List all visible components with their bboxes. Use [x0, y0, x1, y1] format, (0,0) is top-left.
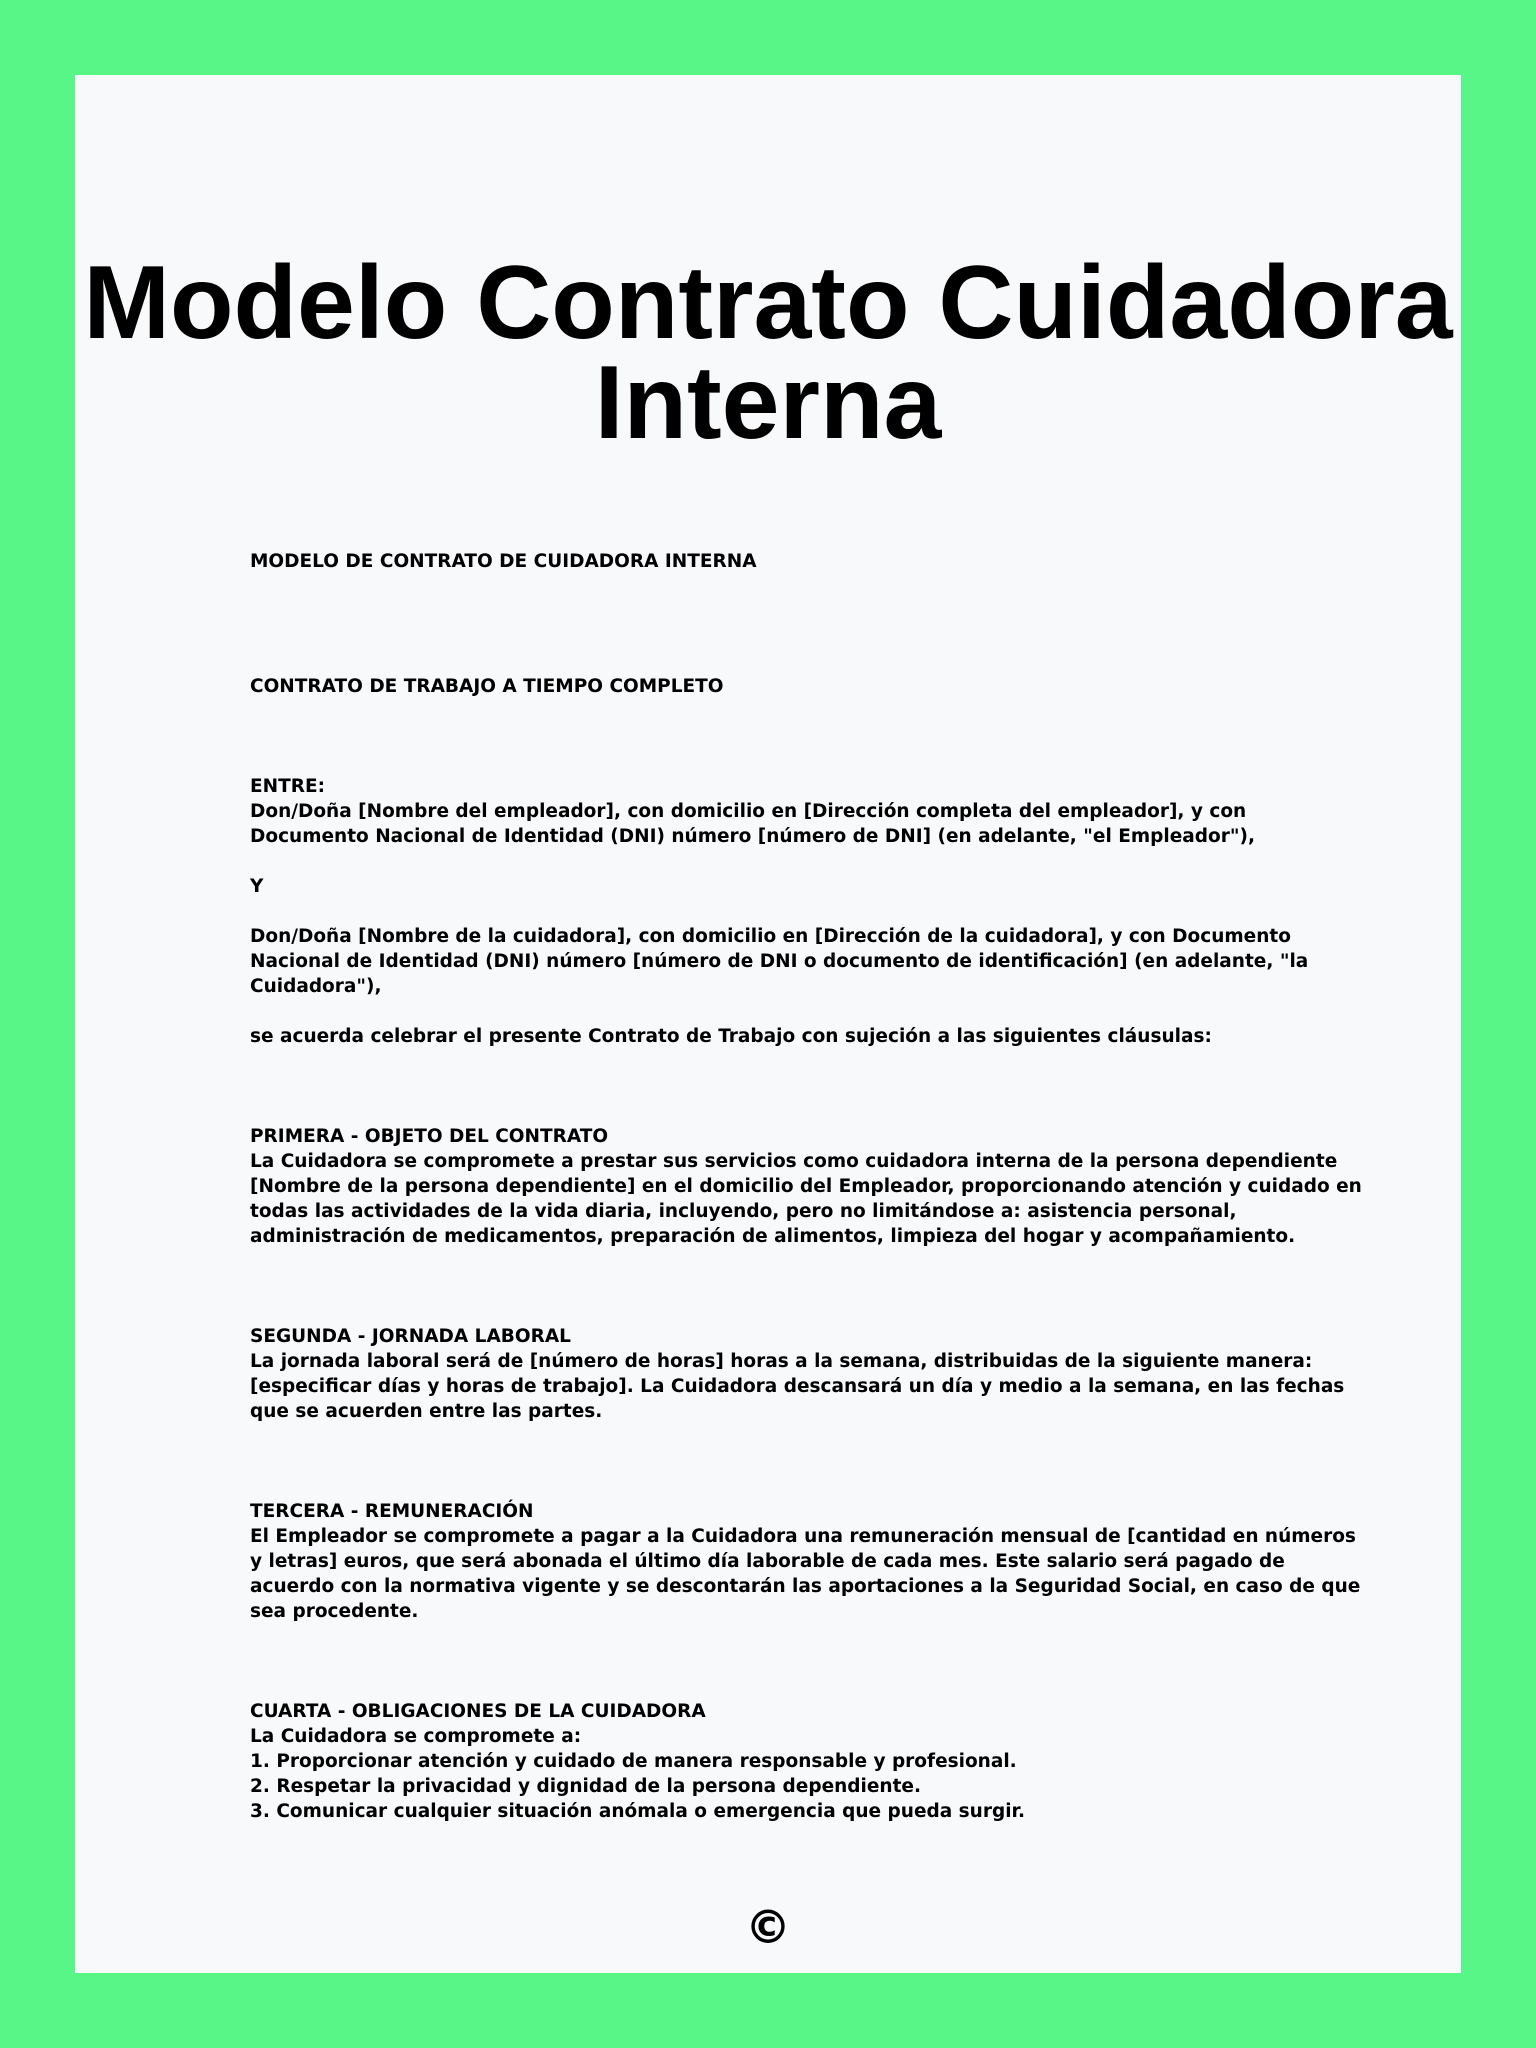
document-title: Modelo Contrato Cuidadora Interna	[83, 245, 1453, 461]
y-label: Y	[250, 876, 264, 897]
clause-intro: La Cuidadora se compromete a:	[250, 1726, 582, 1747]
clause-heading: SEGUNDA - JORNADA LABORAL	[250, 1326, 571, 1347]
contract-type-heading: CONTRATO DE TRABAJO A TIEMPO COMPLETO	[250, 676, 724, 697]
clause-heading: CUARTA - OBLIGACIONES DE LA CUIDADORA	[250, 1701, 706, 1722]
employer-paragraph: Don/Doña [Nombre del empleador], con domicilio en [Dirección completa del empleador], y con Documento Nacional de Identidad (DNI) número [número de DNI] (en adelante, "el Empleador"),	[250, 801, 1255, 847]
clause-heading: PRIMERA - OBJETO DEL CONTRATO	[250, 1126, 609, 1147]
model-heading: MODELO DE CONTRATO DE CUIDADORA INTERNA	[250, 551, 757, 572]
agreement-paragraph: se acuerda celebrar el presente Contrato de Trabajo con sujeción a las siguientes cláusulas:	[250, 1026, 1212, 1047]
entre-label: ENTRE:	[250, 776, 326, 797]
copyright-icon: ©	[745, 1900, 791, 1954]
caregiver-paragraph: Don/Doña [Nombre de la cuidadora], con domicilio en [Dirección de la cuidadora], y con Documento Nacional de Identidad (DNI) número [número de DNI o documento de identificación] (en adelante, "la Cuidadora"),	[250, 926, 1309, 997]
list-item: 3. Comunicar cualquier situación anómala o emergencia que pueda surgir.	[250, 1801, 1026, 1822]
clause-heading: TERCERA - REMUNERACIÓN	[250, 1501, 534, 1522]
clause-text: El Empleador se compromete a pagar a la Cuidadora una remuneración mensual de [cantidad en números y letras] euros, que será abonada el último día laborable de cada mes. Este salario será pagado de acuerdo con la normativa vigente y se descontarán las aportaciones a la Seguridad Social, en caso de que sea procedente.	[250, 1526, 1361, 1622]
document-page	[75, 75, 1461, 1973]
document-body	[250, 549, 1370, 1824]
list-item: 1. Proporcionar atención y cuidado de manera responsable y profesional.	[250, 1751, 1017, 1772]
clause-text: La Cuidadora se compromete a prestar sus servicios como cuidadora interna de la persona dependiente [Nombre de la persona dependiente] en el domicilio del Empleador, proporcionando atención y cuidado en todas las actividades de la vida diaria, incluyendo, pero no limitándose a: asistencia personal, administración de medicamentos, preparación de alimentos, limpieza del hogar y acompañamiento.	[250, 1151, 1362, 1247]
list-item: 2. Respetar la privacidad y dignidad de la persona dependiente.	[250, 1776, 922, 1797]
clause-text: La jornada laboral será de [número de horas] horas a la semana, distribuidas de la siguiente manera: [especificar días y horas de trabajo]. La Cuidadora descansará un día y medio a la semana, en las fechas que se acuerden entre las partes.	[250, 1351, 1345, 1422]
